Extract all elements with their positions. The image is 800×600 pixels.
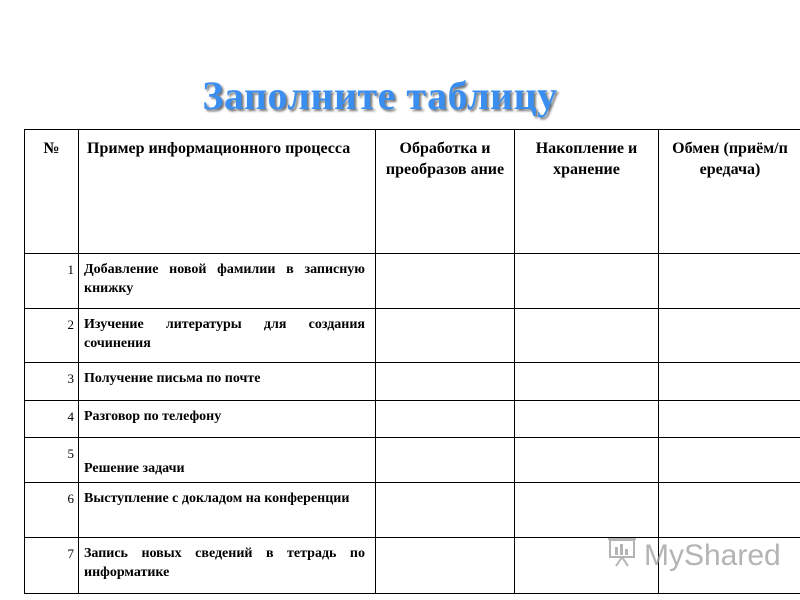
exchange-cell[interactable] (659, 401, 800, 438)
page-title: Заполните таблицу (202, 73, 558, 118)
exchange-cell[interactable] (659, 438, 800, 483)
presentation-board-icon (606, 535, 644, 577)
row-number: 2 (25, 309, 79, 363)
header-row (25, 130, 800, 254)
row-number: 5 (25, 438, 79, 483)
processing-cell[interactable] (376, 401, 515, 438)
table-row (25, 401, 800, 438)
exchange-cell[interactable] (659, 309, 800, 363)
processing-cell[interactable] (376, 309, 515, 363)
table-row (25, 483, 800, 538)
storage-cell[interactable] (515, 363, 659, 401)
row-number: 1 (25, 254, 79, 309)
row-number: 6 (25, 483, 79, 538)
row-example-text: Решение задачи (79, 438, 376, 483)
row-example-text: Разговор по телефону (79, 401, 376, 438)
storage-cell[interactable] (515, 401, 659, 438)
processing-cell[interactable] (376, 483, 515, 538)
row-example-text: Выступление с докладом на конференции (79, 483, 376, 538)
header-number: № (25, 130, 79, 254)
storage-cell[interactable] (515, 309, 659, 363)
header-exchange: Обмен (приём/п ередача) (659, 130, 800, 254)
row-example-text: Получение письма по почте (79, 363, 376, 401)
storage-cell[interactable] (515, 254, 659, 309)
table-row (25, 309, 800, 363)
watermark-text: MyShared (644, 539, 781, 572)
watermark (606, 535, 781, 577)
exchange-cell[interactable] (659, 363, 800, 401)
header-storage: Накопление и хранение (515, 130, 659, 254)
storage-cell[interactable] (515, 438, 659, 483)
processing-cell[interactable] (376, 254, 515, 309)
exchange-cell[interactable] (659, 254, 800, 309)
storage-cell[interactable] (515, 483, 659, 538)
row-example-text: Добавление новой фамилии в записную книжку (79, 254, 376, 309)
processing-cell[interactable] (376, 438, 515, 483)
table-row (25, 363, 800, 401)
row-number: 3 (25, 363, 79, 401)
processing-cell[interactable] (376, 363, 515, 401)
header-processing: Обработка и преобразов ание (376, 130, 515, 254)
row-example-text: Запись новых сведений в тетрадь по информатике (79, 538, 376, 594)
header-example: Пример информационного процесса (79, 130, 376, 254)
table-row (25, 438, 800, 483)
table-row (25, 254, 800, 309)
row-number: 4 (25, 401, 79, 438)
row-number: 7 (25, 538, 79, 594)
row-example-text: Изучение литературы для создания сочинения (79, 309, 376, 363)
exchange-cell[interactable] (659, 483, 800, 538)
fill-in-table (24, 129, 800, 594)
processing-cell[interactable] (376, 538, 515, 594)
